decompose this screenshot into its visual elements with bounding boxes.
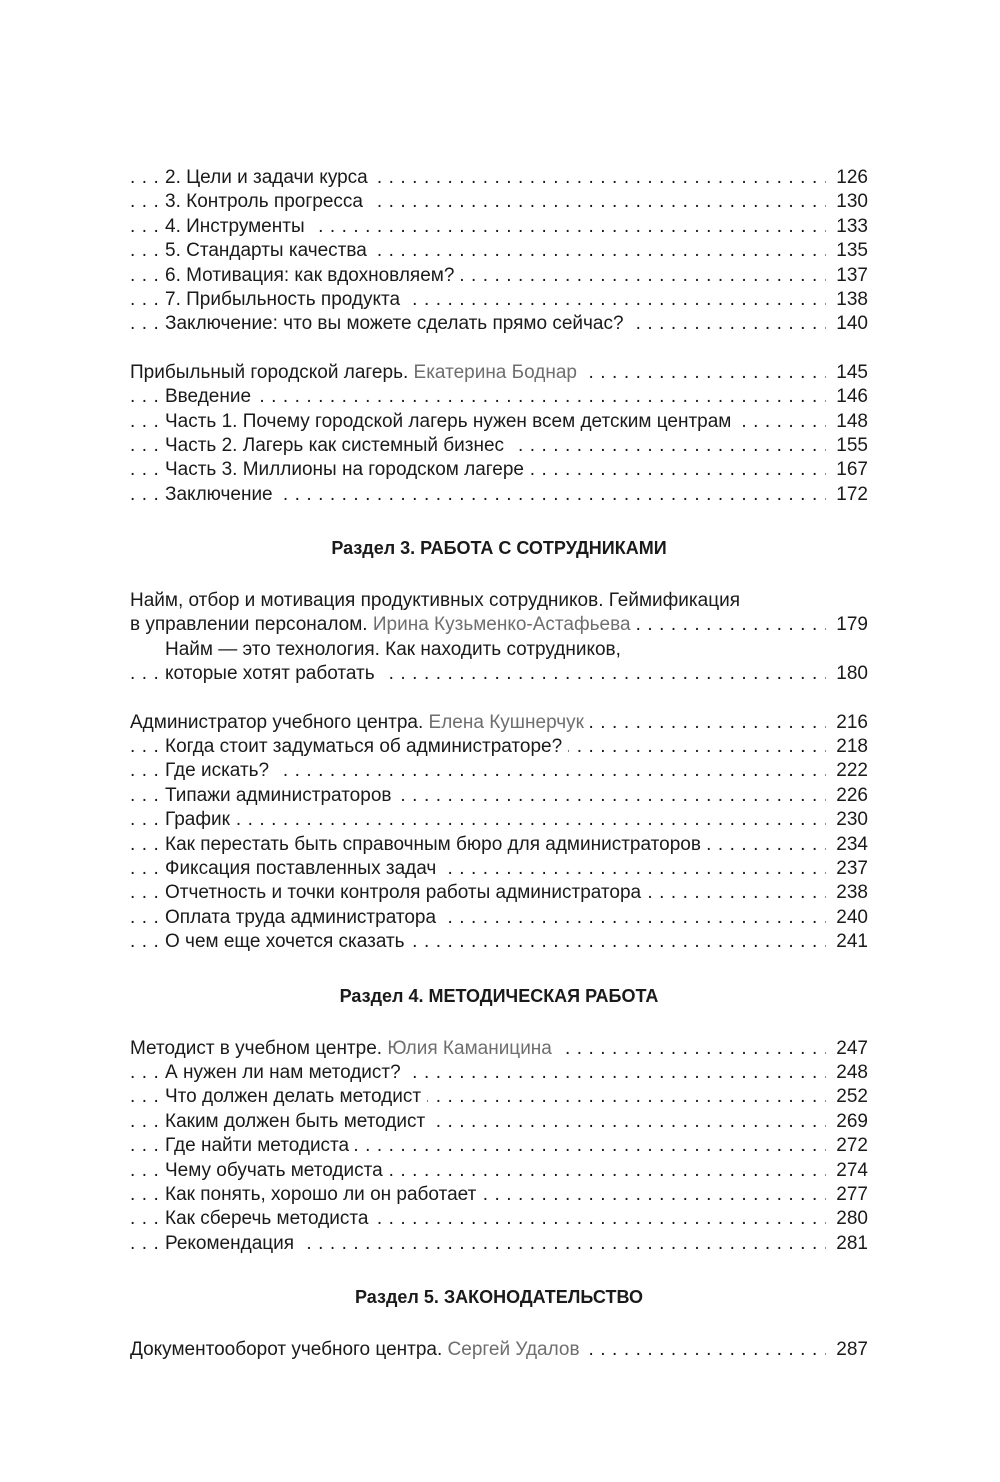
toc-article-title: в управлении персоналом.	[130, 614, 368, 636]
toc-entry-title: которые хотят работать	[165, 663, 381, 684]
toc-entry[interactable]	[130, 662, 868, 686]
toc-page-number: 138	[826, 288, 868, 312]
toc-entry-title: Найм — это технология. Как находить сотрудников,	[165, 639, 627, 660]
toc-entry[interactable]	[130, 166, 868, 190]
toc-page-number: 179	[826, 613, 868, 637]
toc-entry-title: График	[165, 809, 236, 830]
toc-page-number: 241	[826, 930, 868, 954]
toc-page-number: 274	[826, 1159, 868, 1183]
toc-entry-title: Как сберечь методиста	[165, 1208, 374, 1229]
toc-page-number: 218	[826, 735, 868, 759]
toc-entry[interactable]	[130, 458, 868, 482]
toc-page-number: 133	[826, 215, 868, 239]
toc-entry-title: 6. Мотивация: как вдохновляем?	[165, 265, 460, 286]
toc-entry[interactable]	[130, 833, 868, 857]
toc-page-number: 252	[826, 1085, 868, 1109]
toc-page-number: 172	[826, 483, 868, 507]
toc-article-author: Сергей Удалов	[447, 1339, 580, 1361]
toc-entry[interactable]	[130, 1134, 868, 1158]
toc-entry[interactable]	[130, 1085, 868, 1109]
toc-entry-title: О чем еще хочется сказать	[165, 931, 411, 952]
toc-page-number: 272	[826, 1134, 868, 1158]
toc-entry-title: Каким должен быть методист	[165, 1111, 431, 1132]
toc-page-number: 180	[826, 662, 868, 686]
section-heading: Раздел 4. МЕТОДИЧЕСКАЯ РАБОТА	[339, 985, 659, 1006]
toc-entry-line[interactable]	[130, 638, 868, 662]
toc-entry[interactable]	[130, 1061, 868, 1085]
toc-article-title: Прибыльный городской лагерь.	[130, 361, 409, 383]
toc-page-number: 140	[826, 312, 868, 336]
toc-page-number: 281	[826, 1232, 868, 1256]
toc-entry-title: Часть 2. Лагерь как системный бизнес	[165, 435, 510, 456]
toc-entry-title: Типажи администраторов	[165, 785, 397, 806]
toc-article-line[interactable]	[130, 589, 868, 613]
toc-entry[interactable]	[130, 483, 868, 507]
toc-article-author: Екатерина Боднар	[413, 361, 577, 383]
toc-entry[interactable]	[130, 190, 868, 214]
toc-entry-title: Заключение	[165, 484, 279, 505]
toc-page-number: 287	[826, 1338, 868, 1362]
toc-article-title: Администратор учебного центра.	[130, 711, 424, 733]
toc-entry-title: Чему обучать методиста	[165, 1160, 389, 1181]
toc-page-number: 130	[826, 190, 868, 214]
toc-entry-title: Оплата труда администратора	[165, 907, 442, 928]
toc-entry[interactable]	[130, 312, 868, 336]
toc-page-number: 137	[826, 264, 868, 288]
toc-page-number: 226	[826, 784, 868, 808]
toc-entry-title: Где найти методиста	[165, 1135, 355, 1156]
toc-article[interactable]	[130, 1037, 868, 1061]
toc-entry[interactable]	[130, 264, 868, 288]
toc-article-author: Елена Кушнерчук	[428, 711, 584, 733]
toc-entry[interactable]	[130, 239, 868, 263]
toc-entry[interactable]	[130, 410, 868, 434]
spacer	[130, 337, 868, 361]
toc-entry-title: А нужен ли нам методист?	[165, 1062, 407, 1083]
toc-entry[interactable]	[130, 215, 868, 239]
toc-block-documents	[130, 1338, 868, 1362]
toc-entry[interactable]	[130, 930, 868, 954]
toc-page-number: 269	[826, 1110, 868, 1134]
toc-entry-title: Когда стоит задуматься об администраторе?	[165, 736, 568, 757]
toc-entry-title: Рекомендация	[165, 1233, 300, 1254]
toc-entry[interactable]	[130, 1110, 868, 1134]
toc-page-number: 234	[826, 833, 868, 857]
toc-entry-title: Что должен делать методист	[165, 1086, 427, 1107]
toc-entry-title: Часть 1. Почему городской лагерь нужен всем детским центрам	[165, 411, 737, 432]
toc-page-number: 216	[826, 711, 868, 735]
toc-entry-title: 4. Инструменты	[165, 216, 311, 237]
toc-entry-title: 7. Прибыльность продукта	[165, 289, 406, 310]
spacer	[130, 955, 868, 984]
toc-page-number: 155	[826, 434, 868, 458]
toc-entry[interactable]	[130, 1183, 868, 1207]
toc-page-number: 240	[826, 906, 868, 930]
toc-entry[interactable]	[130, 1159, 868, 1183]
toc-block-camp	[130, 361, 868, 507]
spacer	[130, 1008, 868, 1037]
toc-page-number: 167	[826, 458, 868, 482]
spacer	[130, 507, 868, 536]
toc-article-title: Методист в учебном центре.	[130, 1037, 383, 1059]
toc-article[interactable]	[130, 613, 868, 637]
toc-entry[interactable]	[130, 808, 868, 832]
toc-entry[interactable]	[130, 881, 868, 905]
toc-article-author: Юлия Каманицина	[387, 1037, 552, 1059]
toc-entry-title: Где искать?	[165, 760, 275, 781]
toc-page-number: 280	[826, 1207, 868, 1231]
toc-entry-title: Фиксация поставленных задач	[165, 858, 442, 879]
toc-entry[interactable]	[130, 784, 868, 808]
toc-page-number: 146	[826, 385, 868, 409]
toc-entry-title: Как перестать быть справочным бюро для администраторов	[165, 834, 707, 855]
toc-page-number: 248	[826, 1061, 868, 1085]
spacer	[130, 1256, 868, 1285]
toc-page-number: 237	[826, 857, 868, 881]
toc-entry[interactable]	[130, 434, 868, 458]
toc-page-number: 135	[826, 239, 868, 263]
toc-entry-title: Отчетность и точки контроля работы администратора	[165, 882, 647, 903]
table-of-contents	[130, 166, 868, 1362]
toc-page-number: 145	[826, 361, 868, 385]
toc-entry[interactable]	[130, 1232, 868, 1256]
toc-page-number: 148	[826, 410, 868, 434]
toc-entry[interactable]	[130, 1207, 868, 1231]
toc-entry-title: Введение	[165, 386, 257, 407]
toc-block-methodist	[130, 1037, 868, 1257]
toc-entry[interactable]	[130, 735, 868, 759]
spacer	[130, 687, 868, 711]
toc-article[interactable]	[130, 711, 868, 735]
toc-block-course	[130, 166, 868, 337]
toc-page-number: 222	[826, 759, 868, 783]
toc-entry-title: 2. Цели и задачи курса	[165, 167, 374, 188]
toc-article[interactable]	[130, 361, 868, 385]
section-heading: Раздел 5. ЗАКОНОДАТЕЛЬСТВО	[355, 1287, 643, 1308]
spacer	[130, 560, 868, 589]
toc-page-number: 277	[826, 1183, 868, 1207]
toc-entry-title: Как понять, хорошо ли он работает	[165, 1184, 482, 1205]
toc-article[interactable]	[130, 1338, 868, 1362]
toc-entry[interactable]	[130, 288, 868, 312]
toc-entry-title: 3. Контроль прогресса	[165, 191, 369, 212]
toc-entry[interactable]	[130, 385, 868, 409]
toc-entry[interactable]	[130, 906, 868, 930]
toc-article-author: Ирина Кузьменко-Астафьева	[372, 614, 631, 636]
toc-entry[interactable]	[130, 857, 868, 881]
toc-article-title: Найм, отбор и мотивация продуктивных сотрудников. Геймификация	[130, 590, 746, 611]
spacer	[130, 1309, 868, 1338]
toc-entry-title: 5. Стандарты качества	[165, 240, 373, 261]
toc-page-number: 247	[826, 1037, 868, 1061]
section-heading: Раздел 3. РАБОТА С СОТРУДНИКАМИ	[331, 538, 667, 559]
toc-block-administrator	[130, 711, 868, 955]
toc-entry-title: Часть 3. Миллионы на городском лагере	[165, 459, 530, 480]
toc-page-number: 230	[826, 808, 868, 832]
toc-entry-title: Заключение: что вы можете сделать прямо сейчас?	[165, 313, 630, 334]
toc-page-number: 126	[826, 166, 868, 190]
toc-page-number: 238	[826, 881, 868, 905]
toc-block-hiring	[130, 589, 868, 687]
toc-entry[interactable]	[130, 759, 868, 783]
toc-article-title: Документооборот учебного центра.	[130, 1339, 443, 1361]
